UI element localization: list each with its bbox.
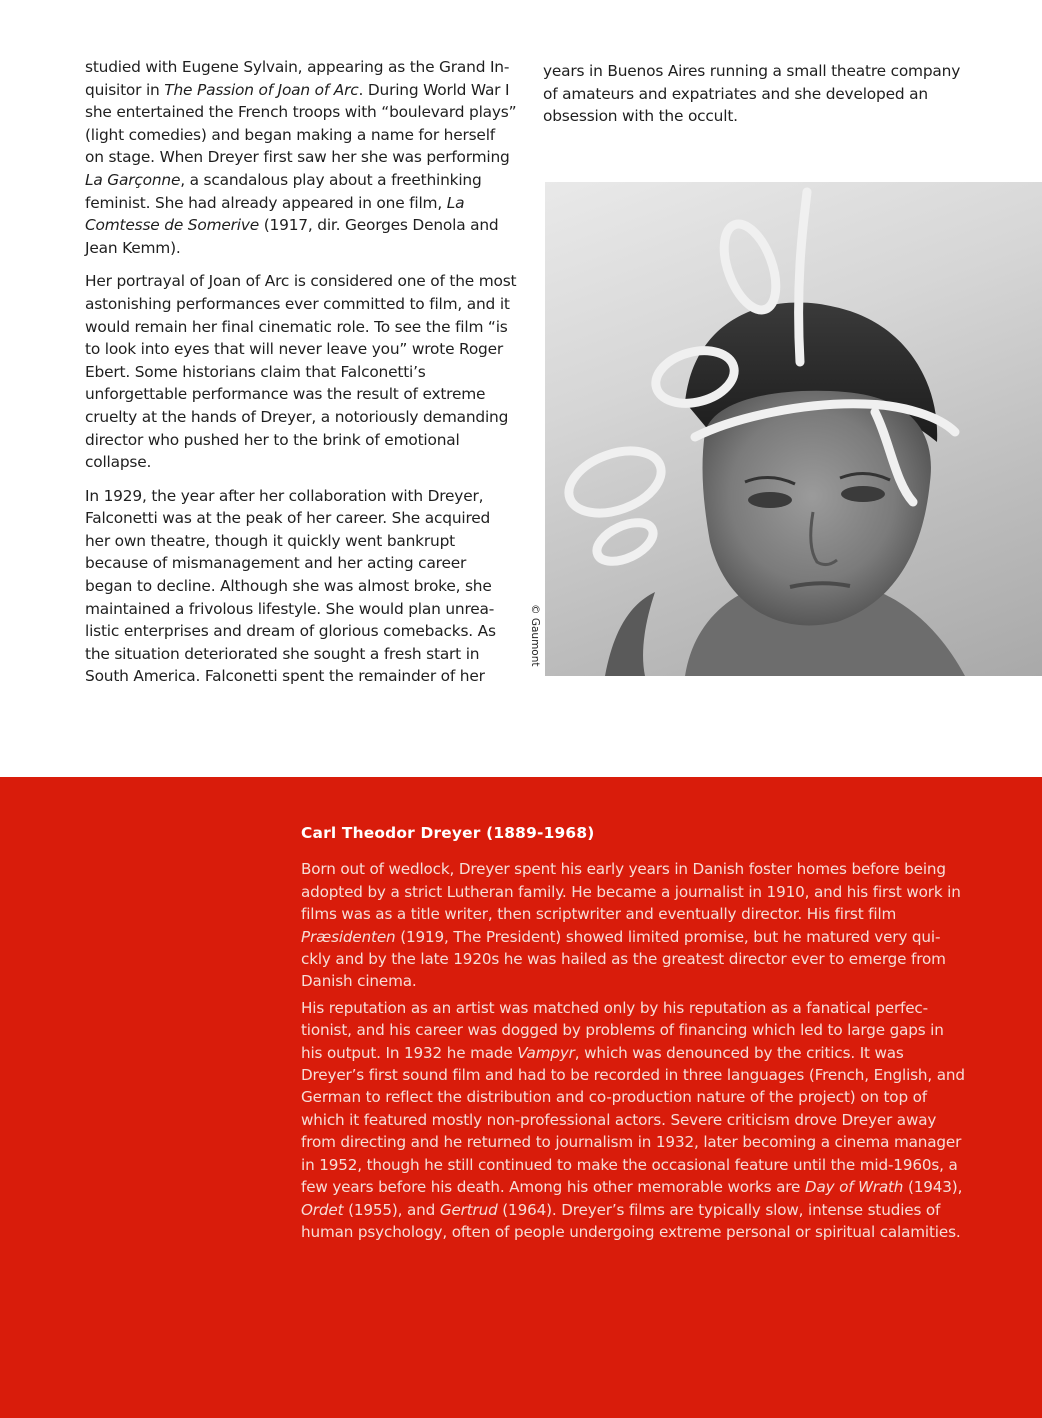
text-run: (1964). Dreyer’s films are typically slow, intense studies of human psychology, often of people undergoing extreme personal or spiritual calamities.	[301, 1200, 961, 1241]
film-title: Præsidenten	[301, 927, 396, 946]
text-run: (1919, The President) showed limited promise, but he matured very qui-ckly and by the late 1920s he was hailed as the greatest director ever to emerge from Danish cinema.	[301, 927, 946, 991]
paragraph-buenos-aires: years in Buenos Aires running a small theatre company of amateurs and expatriates and she developed an obsession with the occult.	[543, 62, 961, 126]
text-run: , which was denounced by the critics. It was Dreyer’s first sound film and had to be recorded in three languages (French, English, and German to reflect the distribution and co-production nature of the project) on top of which it featured mostly non-professional actors. Severe criticism drove Dreyer away from directing and he returned to journalism in 1932, later becoming a cinema manager in 1952, though he still continued to make the occasional feature until the mid-1960s, a few years before his death. Among his other memorable works are	[301, 1043, 965, 1197]
paragraph-early-career	[85, 56, 517, 259]
photo-credit	[529, 604, 543, 676]
film-title: La Comtesse de Somerive	[85, 193, 465, 235]
text-run: (1943),	[903, 1178, 963, 1197]
text-run: , a scandalous play about a freethinking feminist. She had already appeared in one film,	[85, 170, 482, 212]
text-run: Born out of wedlock, Dreyer spent his early years in Danish foster homes before being adopted by a strict Lutheran family. He became a journalist in 1910, and his first work in films was as a title writer, then scriptwriter and eventually director. His first film	[301, 860, 961, 924]
bio-text	[301, 822, 967, 1247]
bio-paragraph-early-life	[301, 858, 967, 992]
text-run: (1955), and	[343, 1200, 440, 1219]
text-run: . During World War I she entertained the French troops with “boulevard plays” (light comedies) and began making a name for herself on stage. When Dreyer first saw her she was performing	[85, 80, 517, 167]
left-eye	[748, 492, 792, 508]
film-title: Gertrud	[439, 1200, 498, 1219]
right-text-column	[543, 60, 963, 128]
left-text-column	[85, 56, 517, 699]
photo-illustration	[545, 182, 1042, 676]
text-run: studied with Eugene Sylvain, appearing as the Grand In-quisitor in	[85, 58, 510, 99]
paragraph-joan-performance: Her portrayal of Joan of Arc is considered one of the most astonishing performances ever committed to film, and it would remain her final cinematic role. To see the film “is to look into eyes that will never leave you” wrote Roger Ebert. Some historians claim that Falconetti’s unforgettable performance was the result of extreme cruelty at the hands of Dreyer, a notoriously demanding director who pushed her to the brink of emotional collapse.	[85, 272, 517, 472]
film-title: Day of Wrath	[804, 1178, 904, 1197]
film-title: Ordet	[301, 1200, 344, 1219]
play-title: La Garçonne	[85, 170, 181, 189]
film-title: Vampyr	[517, 1043, 575, 1062]
bio-paragraph-career	[301, 997, 967, 1243]
face	[703, 391, 931, 626]
photo-credit-text: © Gaumont	[529, 604, 541, 667]
bio-heading: Carl Theodor Dreyer (1889-1968)	[301, 824, 595, 842]
film-title: The Passion of Joan of Arc	[164, 80, 359, 99]
film-still-photo	[545, 182, 1042, 676]
text-run: His reputation as an artist was matched only by his reputation as a fanatical perfec-tionist, and his career was dogged by problems of financing which led to large gaps in his output. In 1932 he made	[301, 998, 944, 1062]
text-run: (1917, dir. Georges Denola and Jean Kemm).	[85, 216, 499, 257]
leaf	[605, 592, 655, 676]
right-eye	[841, 486, 885, 502]
paragraph-later-career: In 1929, the year after her collaboration with Dreyer, Falconetti was at the peak of her career. She acquired her own theatre, though it quickly went bankrupt because of mismanagement and her acting career began to decline. Although she was almost broke, she maintained a frivolous lifestyle. She would plan unrea-listic enterprises and dream of glorious comebacks. As the situation deteriorated she sought a fresh start in South America. Falconetti spent the remainder of her	[85, 486, 496, 686]
